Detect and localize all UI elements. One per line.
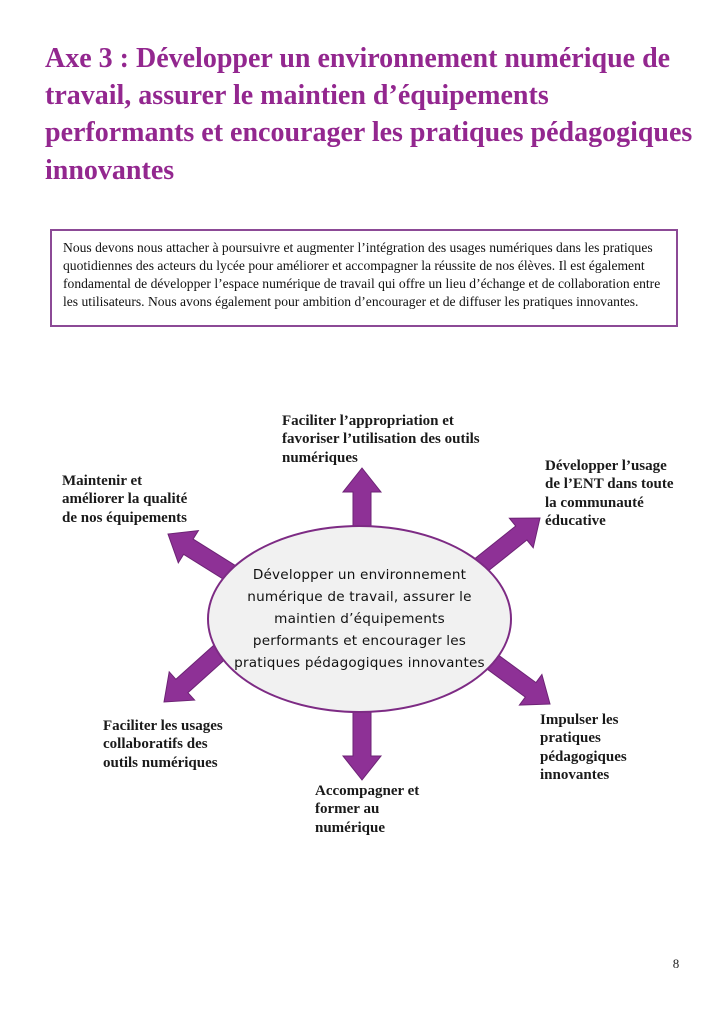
- diagram-node-bottom-left: Faciliter les usages collaboratifs des outils numériques: [103, 718, 223, 771]
- arrow-down-icon: [343, 708, 381, 780]
- diagram-center-ellipse: [207, 525, 512, 713]
- radial-diagram: [0, 400, 724, 880]
- intro-text: Nous devons nous attacher à poursuivre et augmenter l’intégration des usages numériques dans les pratiques quotidiennes des acteurs du lycée pour améliorer et accompagner la réussite de nos élèves. Il est également fondamental de développer l’espace numérique de travail qui offre un lieu d’échange et de collaboration entre les utilisateurs. Nous avons également pour ambition d’encourager et de diffuser les pratiques innovantes.: [63, 240, 661, 310]
- intro-text-box: [50, 229, 678, 327]
- diagram-center-label: Développer un environnement numérique de travail, assurer le maintien d’équipements performants et encourager les pratiques pédagogiques innovantes: [234, 566, 485, 672]
- diagram-node-top-right: Développer l’usage de l’ENT dans toute la communauté éducative: [545, 458, 674, 529]
- diagram-node-top-left: Maintenir et améliorer la qualité de nos équipements: [62, 473, 188, 526]
- diagram-node-bottom-right: Impulser les pratiques pédagogiques innovantes: [540, 712, 627, 783]
- page-title: Axe 3 : Développer un environnement numérique de travail, assurer le maintien d’équipements performants et encourager les pratiques pédagogiques innovantes: [45, 43, 693, 186]
- page-number: 8: [672, 956, 680, 971]
- diagram-node-top: Faciliter l’appropriation et favoriser l’utilisation des outils numériques: [282, 413, 480, 466]
- diagram-node-bottom: Accompagner et former au numérique: [315, 783, 420, 836]
